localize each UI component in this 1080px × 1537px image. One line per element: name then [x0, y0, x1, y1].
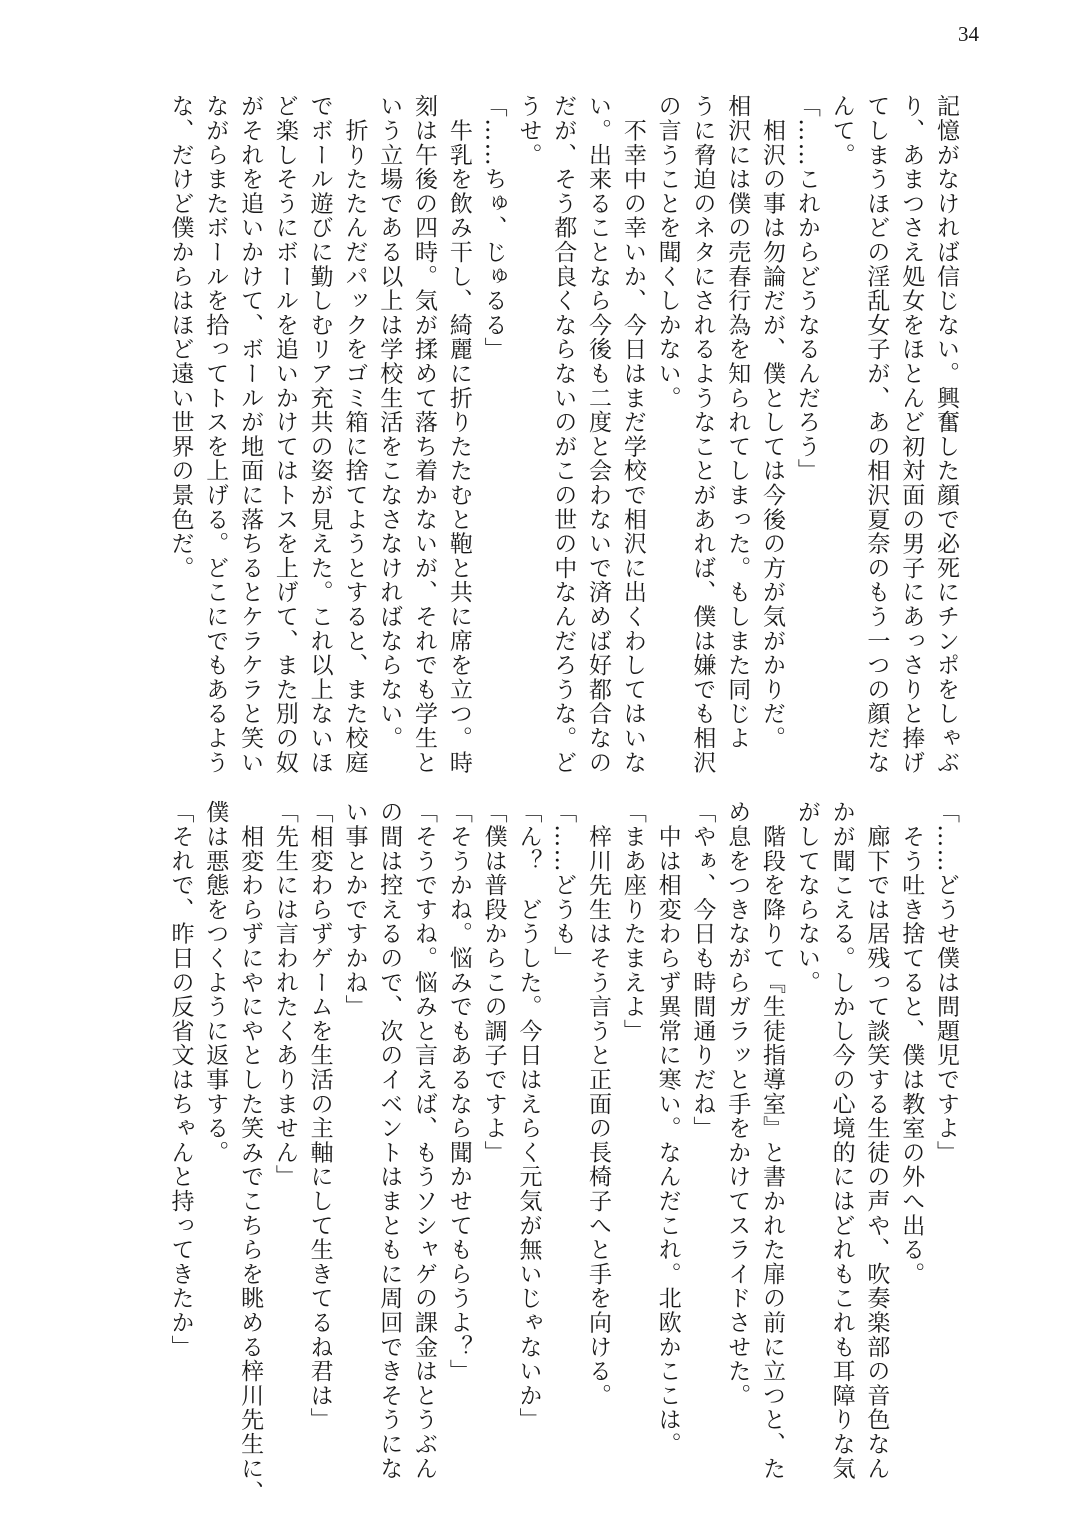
text-block-upper — [155, 94, 963, 784]
text-line: かが聞こえる。しかし今の心境的にはどれもこれも耳障りな気 — [828, 800, 855, 1481]
text-line: い。出来ることなら今後も二度と会わないで済めば好都合なの — [585, 94, 612, 775]
text-line: 折りたたんだパックをゴミ箱に捨てようとすると、また校庭 — [341, 94, 368, 775]
text-line: でボール遊びに勤しむリア充共の姿が見えた。これ以上ないほ — [306, 94, 333, 775]
text-line: 相変わらずにやにやとした笑みでこちらを眺める梓川先生に、 — [237, 800, 264, 1505]
text-line: がしてならない。 — [793, 800, 820, 995]
text-line: 「相変わらずゲームを生活の主軸にして生きてるね君は」 — [306, 800, 333, 1432]
text-line: 相沢の事は勿論だが、僕としては今後の方が気がかりだ。 — [759, 94, 786, 751]
text-line: 「……これからどうなるんだろう」 — [793, 94, 820, 483]
text-line: 「まあ座りたまえよ」 — [619, 800, 646, 1043]
text-line: がそれを追いかけて、ボールが地面に落ちるとケラケラと笑い — [237, 94, 264, 775]
text-line: 「そうですね。悩みと言えば、もうソシャゲの課金はとうぶん — [411, 800, 438, 1481]
text-line: ながらまたボールを拾ってトスを上げる。どこにでもあるよう — [202, 94, 229, 775]
text-line: 「先生には言われたくありません」 — [271, 800, 298, 1189]
text-line: んて。 — [828, 94, 855, 167]
text-line: 「……ちゅ、じゅるる」 — [480, 94, 507, 362]
text-line: 階段を降りて『生徒指導室』と書かれた扉の前に立つと、た — [759, 800, 786, 1481]
text-line: 「やぁ、今日も時間通りだね」 — [689, 800, 716, 1141]
text-line: てしまうほどの淫乱女子が、あの相沢夏奈のもう一つの顔だな — [863, 94, 890, 775]
page-number: 34 — [958, 22, 979, 46]
text-line: め息をつきながらガラッと手をかけてスライドさせた。 — [724, 800, 751, 1408]
text-line: な、だけど僕からはほど遠い世界の景色だ。 — [167, 94, 194, 580]
text-line: 記憶がなければ信じない。興奮した顔で必死にチンポをしゃぶ — [933, 94, 959, 775]
text-line: 「そうかね。悩みでもあるなら聞かせてもらうよ？」 — [445, 800, 472, 1384]
text-line: り、あまつさえ処女をほとんど初対面の男子にあっさりと捧げ — [898, 94, 925, 775]
text-line: 「ん？ どうした。今日はえらく元気が無いじゃないか」 — [515, 800, 542, 1432]
text-line: 「それで、昨日の反省文はちゃんと持ってきたか」 — [167, 800, 194, 1359]
text-line: の言うことを聞くしかない。 — [654, 94, 681, 410]
text-line: 相沢には僕の売春行為を知られてしまった。もしまた同じよ — [724, 94, 751, 751]
text-block-lower — [155, 800, 963, 1525]
text-line: いう立場である以上は学校生活をこなさなければならない。 — [376, 94, 403, 751]
text-line: 「僕は普段からこの調子ですよ」 — [480, 800, 507, 1165]
text-line: の間は控えるので、次のイベントはまともに周回できそうにな — [376, 800, 403, 1481]
text-line: うせ。 — [515, 94, 542, 167]
text-line: 刻は午後の四時。気が揉めて落ち着かないが、それでも学生と — [411, 94, 438, 775]
text-line: ど楽しそうにボールを追いかけてはトスを上げて、また別の奴 — [271, 94, 298, 775]
text-line: そう吐き捨てると、僕は教室の外へ出る。 — [898, 800, 925, 1286]
text-line: 中は相変わらず異常に寒い。なんだこれ。北欧かここは。 — [654, 800, 681, 1457]
text-line: だが、そう都合良くならないのがこの世の中なんだろうな。ど — [550, 94, 577, 775]
text-line: 不幸中の幸いか、今日はまだ学校で相沢に出くわしてはいな — [619, 94, 646, 775]
text-line: 僕は悪態をつくように返事する。 — [202, 800, 229, 1165]
text-line: うに脅迫のネタにされるようなことがあれば、僕は嫌でも相沢 — [689, 94, 716, 775]
text-line: い事とかですかね」 — [341, 800, 368, 1019]
text-line: 梓川先生はそう言うと正面の長椅子へと手を向ける。 — [585, 800, 612, 1408]
text-line: 牛乳を飲み干し、綺麗に折りたたむと鞄と共に席を立つ。時 — [445, 94, 472, 775]
text-line: 「……どうも」 — [550, 800, 577, 971]
text-line: 廊下では居残って談笑する生徒の声や、吹奏楽部の音色なん — [863, 800, 890, 1481]
text-line: 「……どうせ僕は問題児ですよ」 — [933, 800, 959, 1165]
